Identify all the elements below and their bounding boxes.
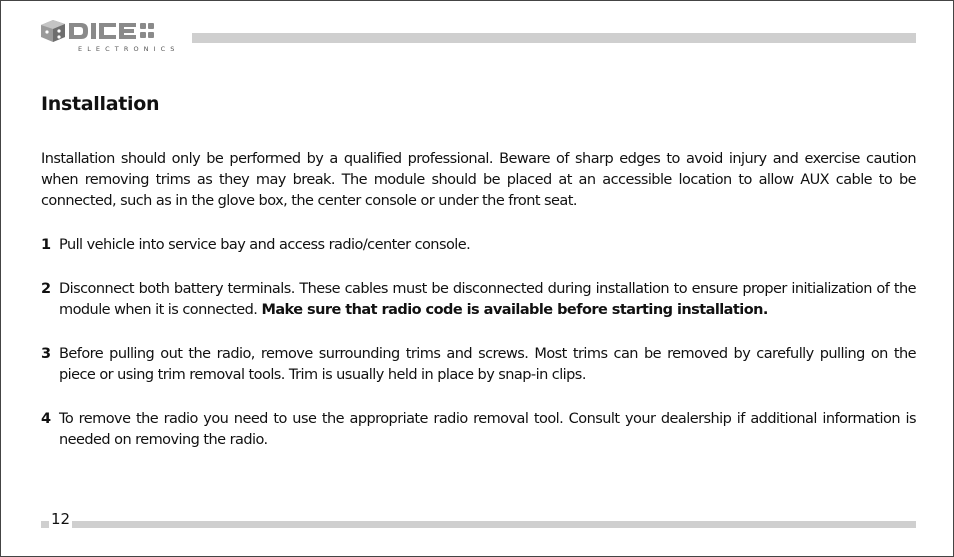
step-number: 4 xyxy=(41,411,51,427)
step-number: 2 xyxy=(41,281,51,297)
step-text xyxy=(59,346,916,383)
dice-logo-icon xyxy=(39,19,185,43)
step-text xyxy=(59,281,916,318)
step-number: 3 xyxy=(41,346,51,362)
step-body: Disconnect both battery terminals. These cables must be disconnected during installation to ensure proper initialization of the module when it is connected. xyxy=(59,281,916,318)
header-divider-bar xyxy=(192,33,916,43)
page-number: 12 xyxy=(51,510,71,528)
page-title: Installation xyxy=(41,93,160,115)
step-1 xyxy=(41,235,916,256)
step-body: Before pulling out the radio, remove surrounding trims and screws. Most trims can be removed by carefully pulling on the piece or using trim removal tools. Trim is usually held in place by snap-in clips. xyxy=(59,346,916,383)
step-number: 1 xyxy=(41,237,51,253)
step-3 xyxy=(41,344,916,386)
intro-paragraph: Installation should only be performed by a qualified professional. Beware of sharp edges to avoid injury and exercise caution when removing trims as they may break. The module should be placed at an accessible location to allow AUX cable to be connected, such as in the glove box, the center console or under the front seat. xyxy=(41,151,916,209)
step-4 xyxy=(41,409,916,451)
step-text xyxy=(59,237,470,253)
step-2 xyxy=(41,279,916,321)
logo-subtext-line: ELECTRONICS xyxy=(78,45,180,53)
step-body: To remove the radio you need to use the appropriate radio removal tool. Consult your dealership if additional information is needed on removing the radio. xyxy=(59,411,916,448)
step-text xyxy=(59,411,916,448)
step-warning: Make sure that radio code is available before starting installation. xyxy=(261,302,768,318)
footer-divider-bar xyxy=(41,521,916,528)
installation-content xyxy=(41,149,916,451)
step-body: Pull vehicle into service bay and access radio/center console. xyxy=(59,237,471,253)
